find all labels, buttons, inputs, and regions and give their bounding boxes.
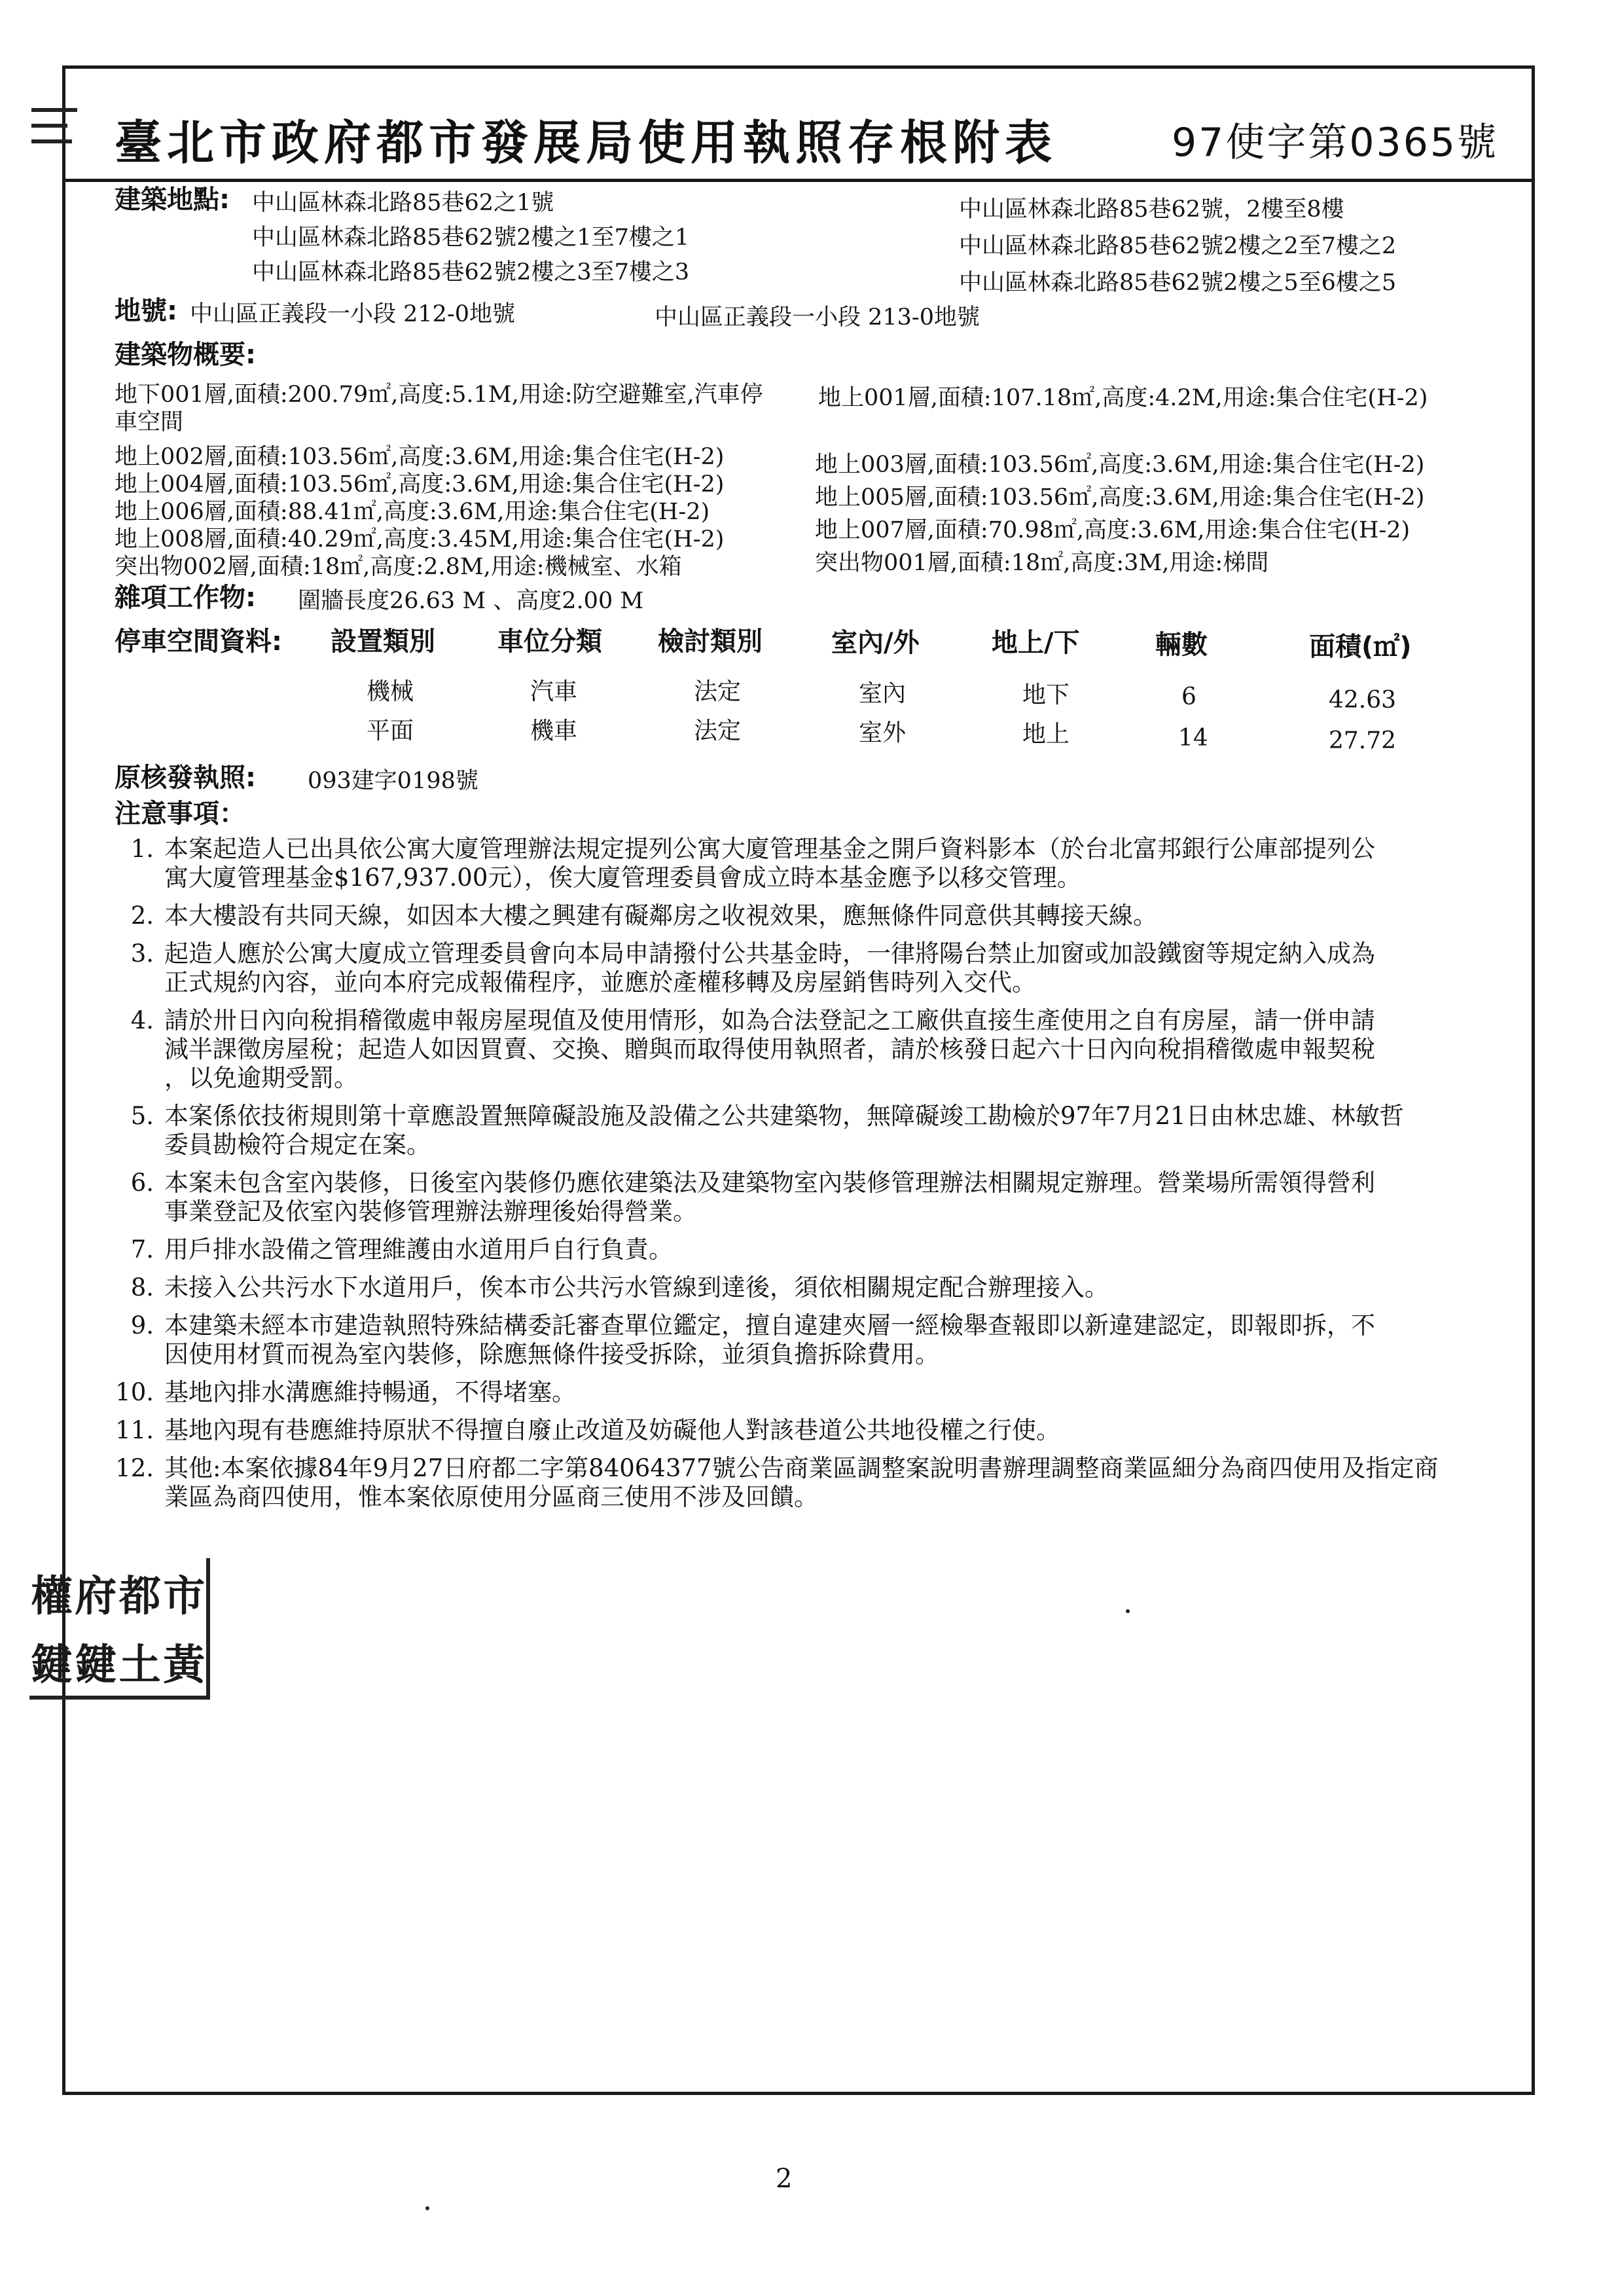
parking-label: 停車空間資料: [115,627,282,657]
page-number: 2 [776,2164,793,2194]
note-text: 本案未包含室內裝修，日後室內裝修仍應依建築法及建築物室內裝修管理辦法相關規定辦理。營業場所需領得營利 事業登記及依室內裝修管理辦法辦理後始得營業。 [164,1169,1375,1226]
parking-r1-review: 法定 [694,678,742,705]
scan-speck [425,2206,429,2210]
seal-glyph: 鍵 [30,1640,73,1690]
notes-label: 注意事項： [115,799,245,829]
site-address-left-3: 中山區林森北路85巷62號2樓之3至7樓之3 [252,259,690,285]
lot-number-2: 中山區正義段一小段 213-0地號 [655,304,980,331]
note-text: 用戶排水設備之管理維護由水道用戶自行負責。 [164,1235,673,1264]
building-f1: 地上001層,面積:107.18㎡,高度:4.2M,用途:集合住宅(H-2) [818,385,1428,411]
note-text: 本建築未經本市建造執照特殊結構委託審查單位鑑定，擅自違建夾層一經檢舉查報即以新違建認定，即報即拆，不 因使用材質而視為室內裝修，除應無條件接受拆除，並須負擔拆除費用。 [164,1311,1375,1368]
title-bar [65,69,1532,182]
note-number: 11. [115,1416,154,1444]
binding-marks [31,108,77,155]
site-address-left-2: 中山區林森北路85巷62號2樓之1至7樓之1 [252,225,690,251]
note-item [115,1378,1522,1407]
site-address-right-2: 中山區林森北路85巷62號2樓之2至7樓之2 [959,233,1397,259]
note-text: 其他:本案依據84年9月27日府都二字第84064377號公告商業區調整案說明書辦理調整商業區細分為商四使用及指定商 業區為商四使用，惟本案依原使用分區商三使用不涉及回饋。 [164,1454,1439,1511]
parking-col-setup-type: 設置類別 [331,627,435,657]
parking-r2-area: 27.72 [1329,727,1397,754]
building-left-4: 地上008層,面積:40.29㎡,高度:3.45M,用途:集合住宅(H-2) [115,526,725,553]
note-text: 基地內排水溝應維持暢通，不得堵塞。 [164,1378,576,1406]
permit-number: 97使字第0365號 [1172,120,1499,166]
note-text: 基地內現有巷應維持原狀不得擅自廢止改道及妨礙他人對該巷道公共地役權之行使。 [164,1416,1060,1444]
building-left-1: 地上002層,面積:103.56㎡,高度:3.6M,用途:集合住宅(H-2) [115,444,725,470]
seal-glyph: 權 [30,1571,73,1621]
note-text: 起造人應於公寓大廈成立管理委員會向本局申請撥付公共基金時，一律將陽台禁止加窗或加設鐵窗等規定納入成為 正式規約內容，並向本府完成報備程序，並應於產權移轉及房屋銷售時列入交代。 [164,939,1375,996]
parking-r2-setup: 平面 [367,718,414,744]
parking-r1-above: 地下 [1022,682,1070,708]
note-text: 未接入公共污水下水道用戶，俟本市公共污水管線到達後，須依相關規定配合辦理接入。 [164,1273,1109,1302]
parking-col-indoor-outdoor: 室內/外 [831,628,920,658]
building-left-2: 地上004層,面積:103.56㎡,高度:3.6M,用途:集合住宅(H-2) [115,471,725,498]
parking-r1-setup: 機械 [367,678,414,705]
seal-glyph: 鍵 [75,1640,117,1690]
original-permit-value: 093建字0198號 [308,768,478,794]
parking-col-space-class: 車位分類 [497,627,602,657]
note-text: 本案起造人已出具依公寓大廈管理辦法規定提列公寓大廈管理基金之開戶資料影本（於台北富邦銀行公庫部提列公 寓大廈管理基金$167,937.00元），俟大廈管理委員會成立時本基金應予以移交管理。 [164,835,1375,892]
building-right-3: 地上007層,面積:70.98㎡,高度:3.6M,用途:集合住宅(H-2) [815,517,1411,543]
note-item [115,1454,1522,1512]
parking-r2-review: 法定 [694,718,742,744]
parking-r1-area: 42.63 [1329,687,1397,714]
note-item [115,1102,1522,1159]
parking-r2-indoor: 室外 [859,720,907,746]
site-address-right-1: 中山區林森北路85巷62號，2樓至8樓 [959,196,1344,223]
site-label: 建築地點: [115,185,230,215]
seal-glyph: 黃 [163,1640,206,1690]
note-number: 10. [115,1378,154,1406]
note-number: 4. [130,1006,154,1034]
note-item [115,1416,1522,1445]
note-number: 1. [130,835,154,863]
note-number: 3. [130,939,154,968]
building-right-4: 突出物001層,面積:18㎡,高度:3M,用途:梯間 [815,550,1269,576]
seal-glyph: 都 [118,1571,161,1621]
parking-r2-class: 機車 [530,718,578,744]
note-item [115,1273,1522,1302]
original-permit-label: 原核發執照: [115,763,256,793]
building-right-2: 地上005層,面積:103.56㎡,高度:3.6M,用途:集合住宅(H-2) [815,484,1425,511]
note-number: 8. [130,1273,154,1302]
building-b1-cont: 車空間 [115,409,184,435]
parking-r2-above: 地上 [1022,721,1070,748]
note-item [115,1235,1522,1264]
parking-r1-count: 6 [1181,683,1196,710]
building-left-3: 地上006層,面積:88.41㎡,高度:3.6M,用途:集合住宅(H-2) [115,499,710,525]
note-text: 請於卅日內向稅捐稽徵處申報房屋現值及使用情形，如為合法登記之工廠供直接生產使用之自有房屋，請一併申請 減半課徵房屋稅；起造人如因買賣、交換、贈與而取得使用執照者，請於核發日起六十日內向稅捐稽徵處申報契稅 ，以免逾期受罰。 [164,1006,1375,1092]
seal-glyph: 土 [118,1640,161,1690]
note-number: 5. [130,1102,154,1130]
building-b1: 地下001層,面積:200.79㎡,高度:5.1M,用途:防空避難室,汽車停 [115,382,763,408]
lot-number-1: 中山區正義段一小段 212-0地號 [190,301,516,327]
seal-glyph: 市 [163,1571,206,1621]
note-text: 本大樓設有共同天線，如因本大樓之興建有礙鄰房之收視效果，應無條件同意供其轉接天線。 [164,902,1157,930]
parking-r1-class: 汽車 [530,678,578,705]
misc-works-label: 雜項工作物: [115,583,256,613]
parking-col-review-class: 檢討類別 [658,627,763,657]
note-number: 9. [130,1311,154,1339]
note-item [115,1169,1522,1226]
seal-glyph: 府 [75,1571,117,1621]
misc-works-value: 圍牆長度26.63 M 、高度2.00 M [298,588,644,614]
note-item [115,902,1522,930]
building-left-5: 突出物002層,面積:18㎡,高度:2.8M,用途:機械室、水箱 [115,554,682,580]
parking-r1-indoor: 室內 [859,680,907,707]
note-number: 2. [130,902,154,930]
document-title: 臺北市政府都市發展局使用執照存根附表 [115,115,1058,170]
site-address-left-1: 中山區林森北路85巷62之1號 [252,190,554,216]
scan-speck [1126,1609,1130,1613]
note-item [115,939,1522,997]
building-right-1: 地上003層,面積:103.56㎡,高度:3.6M,用途:集合住宅(H-2) [815,452,1425,478]
note-number: 6. [130,1169,154,1197]
note-item [115,835,1522,892]
lot-label: 地號: [115,296,177,326]
site-address-right-3: 中山區林森北路85巷62號2樓之5至6樓之5 [959,270,1397,296]
official-seal [29,1558,210,1700]
note-item [115,1311,1522,1369]
parking-r2-count: 14 [1178,725,1208,752]
building-label: 建築物概要: [115,340,256,370]
note-number: 12. [115,1454,154,1482]
parking-col-count: 輛數 [1155,630,1208,660]
note-item [115,1006,1522,1093]
notes-list [115,835,1522,1521]
parking-col-above-below: 地上/下 [992,628,1080,658]
parking-col-area: 面積(㎡) [1309,632,1412,662]
note-text: 本案係依技術規則第十章應設置無障礙設施及設備之公共建築物，無障礙竣工勘檢於97年7月21日由林忠雄、林敏哲 委員勘檢符合規定在案。 [164,1102,1404,1159]
note-number: 7. [130,1235,154,1264]
